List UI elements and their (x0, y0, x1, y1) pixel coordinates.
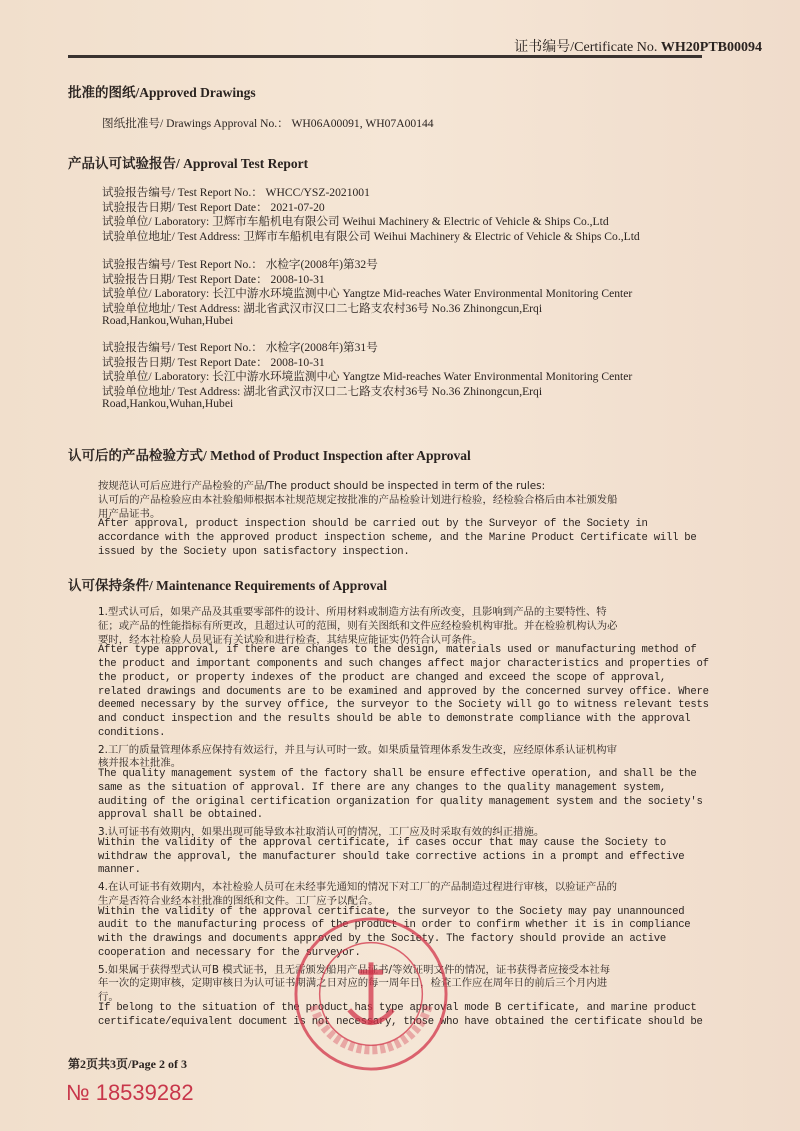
report-line: 试验报告编号/ Test Report No.： 水检字(2008年)第32号 (102, 258, 378, 271)
heading-method: 认可后的产品检验方式/ Method of Product Inspection after Approval (68, 448, 471, 463)
report-line: Road,Hankou,Wuhan,Hubei (102, 314, 234, 327)
maintenance-line: Within the validity of the approval certificate, if cases occur that may cause the Society to (98, 836, 666, 849)
maintenance-line: cooperation and necessary for the surveyor. (98, 946, 361, 959)
maintenance-line: 核并报本社批准。 (98, 757, 182, 770)
maintenance-line: conditions. (98, 726, 166, 739)
method-line: 用产品证书。 (98, 507, 161, 520)
report-line: 试验报告日期/ Test Report Date： 2021-07-20 (102, 200, 325, 214)
page-number: 第2页共3页/Page 2 of 3 (68, 1057, 187, 1071)
heading-test-report: 产品认可试验报告/ Approval Test Report (68, 156, 309, 171)
maintenance-line: 年一次的定期审核，定期审核日为认可证书期满之日对应的每一周年日，检查工作应在周年日的前后三个月内进 (98, 977, 608, 990)
maintenance-line: with the drawings and documents approved by the Society. The factory should provide an active (98, 933, 666, 945)
maintenance-line: auditing of the original certification organization for quality management system and the society's (98, 795, 703, 808)
method-line: After approval, product inspection should be carried out by the Surveyor of the Society in (98, 518, 648, 531)
maintenance-line: same as the situation of approval. If there are any changes to the quality management system, (98, 781, 666, 794)
report-line: 试验单位地址/ Test Address: 卫辉市车船机电有限公司 Weihui Machinery & Electric of Vehicle & Ships Co.,Ltd (102, 229, 640, 243)
report-line: 试验单位/ Laboratory: 长江中游水环境监测中心 Yangtze Mid-reaches Water Environmental Monitoring Center (102, 370, 633, 383)
maintenance-line: If belong to the situation of the product has type approval mode B certificate, and marine product (98, 1001, 697, 1014)
report-line: 试验单位/ Laboratory: 卫辉市车船机电有限公司 Weihui Machinery & Electric of Vehicle & Ships Co.,Ltd (102, 215, 609, 228)
maintenance-line: manner. (98, 864, 141, 877)
heading-approved-drawings: 批准的图纸/Approved Drawings (68, 85, 256, 100)
maintenance-line: and conduct inspection and the results should be able to demonstrate compliance with the approval (98, 713, 691, 725)
maintenance-line: 要时，经本社检验人员见证有关试验和进行检查，其结果应能证实仍符合认可条件。 (98, 633, 483, 646)
maintenance-line: 征；或产品的性能指标有所更改，且超过认可的范围，则有关图纸和文件应经检验机构审批。并在检验机构认为必 (98, 619, 618, 632)
report-line: 试验单位/ Laboratory: 长江中游水环境监测中心 Yangtze Mid-reaches Water Environmental Monitoring Center (102, 287, 633, 300)
maintenance-line: 4.在认可证书有效期内，本社检验人员可在未经事先通知的情况下对工厂的产品制造过程进行审核，以验证产品的 (98, 881, 618, 893)
certificate-label: 证书编号/Certificate No. (514, 40, 658, 55)
report-line: 试验报告编号/ Test Report No.： WHCC/YSZ-2021001 (102, 186, 370, 199)
report-line: 试验报告日期/ Test Report Date： 2008-10-31 (102, 355, 325, 369)
report-line: 试验报告编号/ Test Report No.： 水检字(2008年)第31号 (102, 341, 378, 354)
maintenance-line: 3.认可证书有效期内，如果出现可能导致本社取消认可的情况，工厂应及时采取有效的纠正措施。 (98, 826, 545, 838)
maintenance-line: 行。 (98, 991, 119, 1003)
certificate-number (514, 36, 762, 56)
maintenance-line: Within the validity of the approval certificate, the surveyor to the Society may pay unannounced (98, 905, 685, 918)
maintenance-line: withdraw the approval, the manufacturer should take corrective actions in a prompt and effective (98, 850, 685, 863)
method-line: 按规范认可后应进行产品检验的产品/The product should be inspected in term of the rules: (98, 480, 546, 492)
maintenance-line: 2.工厂的质量管理体系应保持有效运行，并且与认可时一致。如果质量管理体系发生改变，应经原体系认证机构审 (98, 743, 618, 756)
method-line: 认可后的产品检验应由本社验船师根据本社规范规定按批准的产品检验计划进行检验，经检验合格后由本社颁发船 (98, 493, 618, 506)
maintenance-line: After type approval, if there are changes to the design, materials used or manufacturing method of (98, 644, 697, 657)
report-line: Road,Hankou,Wuhan,Hubei (102, 397, 234, 410)
maintenance-line: The quality management system of the factory shall be ensure effective operation, and shall be the (98, 768, 697, 780)
heading-maintenance: 认可保持条件/ Maintenance Requirements of Approval (68, 578, 387, 593)
drawings-approval-no: 图纸批准号/ Drawings Approval No.： WH06A00091, WH07A00144 (102, 117, 434, 130)
method-line: accordance with the approved product inspection scheme, and the Marine Product Certificate will be (98, 532, 697, 545)
maintenance-line: certificate/equivalent document is not necessary, those who have obtained the certificate should be (98, 1015, 703, 1028)
header-divider (68, 55, 702, 58)
report-line: 试验单位地址/ Test Address: 湖北省武汉市汉口二七路支农村36号 No.36 Zhinongcun,Erqi (102, 384, 543, 398)
certificate-value: WH20PTB00094 (660, 40, 762, 55)
report-line: 试验报告日期/ Test Report Date： 2008-10-31 (102, 272, 325, 286)
maintenance-line: the product, or property indexes of the product are changed and exceed the scope of approval, (98, 671, 666, 684)
maintenance-line: audit to the manufacturing process of the product in order to confirm whether it is in compliance (98, 919, 691, 932)
maintenance-line: 生产是否符合业经本社批准的图纸和文件。工厂应予以配合。 (98, 894, 379, 907)
method-line: issued by the Society upon satisfactory inspection. (98, 546, 410, 558)
maintenance-line: 5.如果属于获得型式认可B 模式证书，且无需颁发船用产品证书/等效证明文件的情况，证书获得者应接受本社每 (98, 963, 611, 976)
serial-number: № 18539282 (66, 1080, 194, 1105)
maintenance-line: deemed necessary by the survey office, the surveyor to the Society will go to witness relevant tests (98, 699, 709, 712)
maintenance-line: related drawings and documents are to be examined and approved by the concerned survey office. Where (98, 685, 709, 698)
report-line: 试验单位地址/ Test Address: 湖北省武汉市汉口二七路支农村36号 No.36 Zhinongcun,Erqi (102, 301, 543, 315)
maintenance-line: the product and important components and such changes affect major characteristics and properties of (98, 658, 709, 670)
maintenance-line: 1.型式认可后，如果产品及其重要零部件的设计、所用材料或制造方法有所改变，且影响到产品的主要特性、特 (98, 606, 607, 618)
maintenance-line: approval shall be obtained. (98, 809, 263, 822)
